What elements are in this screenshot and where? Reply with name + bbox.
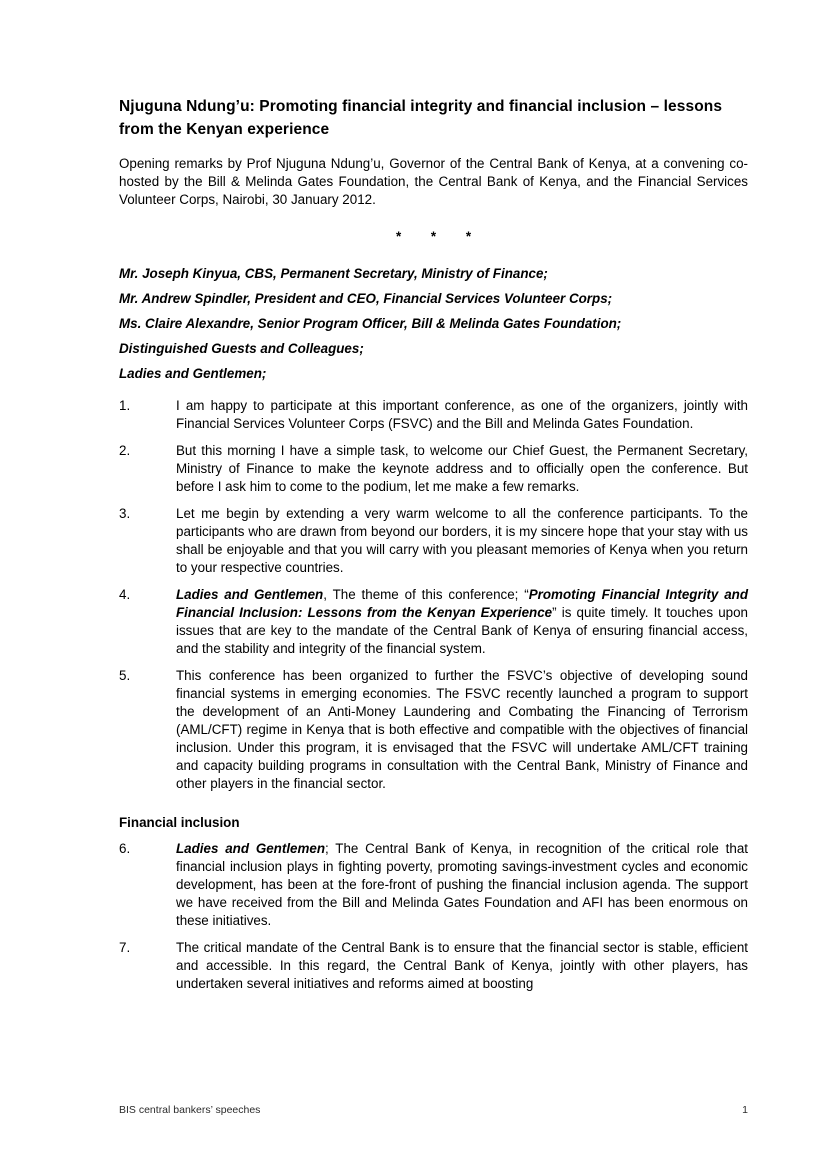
numbered-paragraph [119,505,748,577]
document-title: Njuguna Ndung’u: Promoting financial integrity and financial inclusion – lessons from the Kenyan experience [119,98,723,138]
intro-paragraph: Opening remarks by Prof Njuguna Ndung’u, Governor of the Central Bank of Kenya, at a convening co-hosted by the Bill & Melinda Gates Foundation, the Central Bank of Kenya, and the Financial Services Volunteer Corps, Nairobi, 30 January 2012. [119,156,748,207]
text-segment: I am happy to participate at this important conference, as one of the organizers, jointly with Financial Services Volunteer Corps (FSVC) and the Bill and Melinda Gates Foundation. [176,398,748,431]
text-segment: This conference has been organized to further the FSVC’s objective of developing sound financial systems in emerging economies. The FSVC recently launched a program to support the development of an Anti-Money Laundering and Combating the Financing of Terrorism (AML/CFT) regime in Kenya that is both effective and compatible with the objectives of financial inclusion. Under this program, it is envisaged that the FSVC will undertake AML/CFT training and capacity building programs in consultation with the Central Bank, Ministry of Finance and other players in the financial sector. [176,668,748,791]
numbered-paragraph [119,586,748,658]
text-segment: Promoting Financial Integrity and Financial Inclusion: Lessons from the Kenyan Experience [176,587,749,620]
numbered-paragraph [119,939,748,993]
salutation-list [119,265,748,383]
salutation-line: Ms. Claire Alexandre, Senior Program Officer, Bill & Melinda Gates Foundation; [119,316,622,331]
paragraph-text [176,505,748,577]
paragraph-number: 2. [119,443,131,458]
paragraph-text [176,840,748,930]
footer-source-label: BIS central bankers’ speeches [119,1104,261,1116]
text-segment: Ladies and Gentlemen [176,587,324,602]
salutation-line: Mr. Andrew Spindler, President and CEO, Financial Services Volunteer Corps; [119,291,613,306]
text-segment: Ladies and Gentlemen [176,841,326,856]
section-heading: Financial inclusion [119,815,240,830]
text-segment: , The theme of this conference; “ [323,587,529,602]
paragraph-text [176,667,748,793]
paragraph-text [176,586,748,658]
paragraph-number: 1. [119,398,131,413]
paragraph-number: 5. [119,668,131,683]
paragraph-number: 4. [119,587,131,602]
text-segment: The critical mandate of the Central Bank is to ensure that the financial sector is stable, efficient and accessible. In this regard, the Central Bank of Kenya, jointly with other players, has undertaken several initiatives and reforms aimed at boosting [176,940,748,991]
paragraph-number: 3. [119,506,131,521]
numbered-paragraph [119,397,748,433]
salutation-line: Distinguished Guests and Colleagues; [119,341,364,356]
page-number: 1 [742,1104,748,1116]
numbered-paragraph [119,667,748,793]
asterisk-separator: * * * [395,229,472,244]
text-segment: But this morning I have a simple task, to welcome our Chief Guest, the Permanent Secretary, Ministry of Finance to make the keynote address and to officially open the conference. But before I ask him to come to the podium, let me make a few remarks. [176,443,748,494]
paragraph-number: 6. [119,841,131,856]
paragraph-text [176,939,748,993]
text-segment: ; The Central Bank of Kenya, in recognition of the critical role that financial inclusion plays in fighting poverty, promoting savings-investment cycles and economic development, has been at the fore-front of pushing the financial inclusion agenda. The support we have received from the Bill and Melinda Gates Foundation and AFI has been enormous on these initiatives. [176,841,749,928]
page-footer [119,1104,748,1117]
numbered-paragraph [119,840,748,930]
paragraph-number: 7. [119,940,131,955]
salutation-line: Mr. Joseph Kinyua, CBS, Permanent Secretary, Ministry of Finance; [119,266,548,281]
text-segment: Let me begin by extending a very warm welcome to all the conference participants. To the participants who are drawn from beyond our borders, it is my sincere hope that your stay with us shall be enjoyable and that you will carry with you pleasant memories of Kenya when you return to your respective countries. [176,506,748,575]
text-segment: ” is quite timely. It touches upon issues that are key to the mandate of the Central Bank of Kenya of ensuring financial access, and the stability and integrity of the financial system. [176,605,748,656]
paragraph-text [176,397,748,433]
numbered-paragraph [119,442,748,496]
salutation-line: Ladies and Gentlemen; [119,366,267,381]
content-blocks [119,397,748,993]
paragraph-text [176,442,748,496]
